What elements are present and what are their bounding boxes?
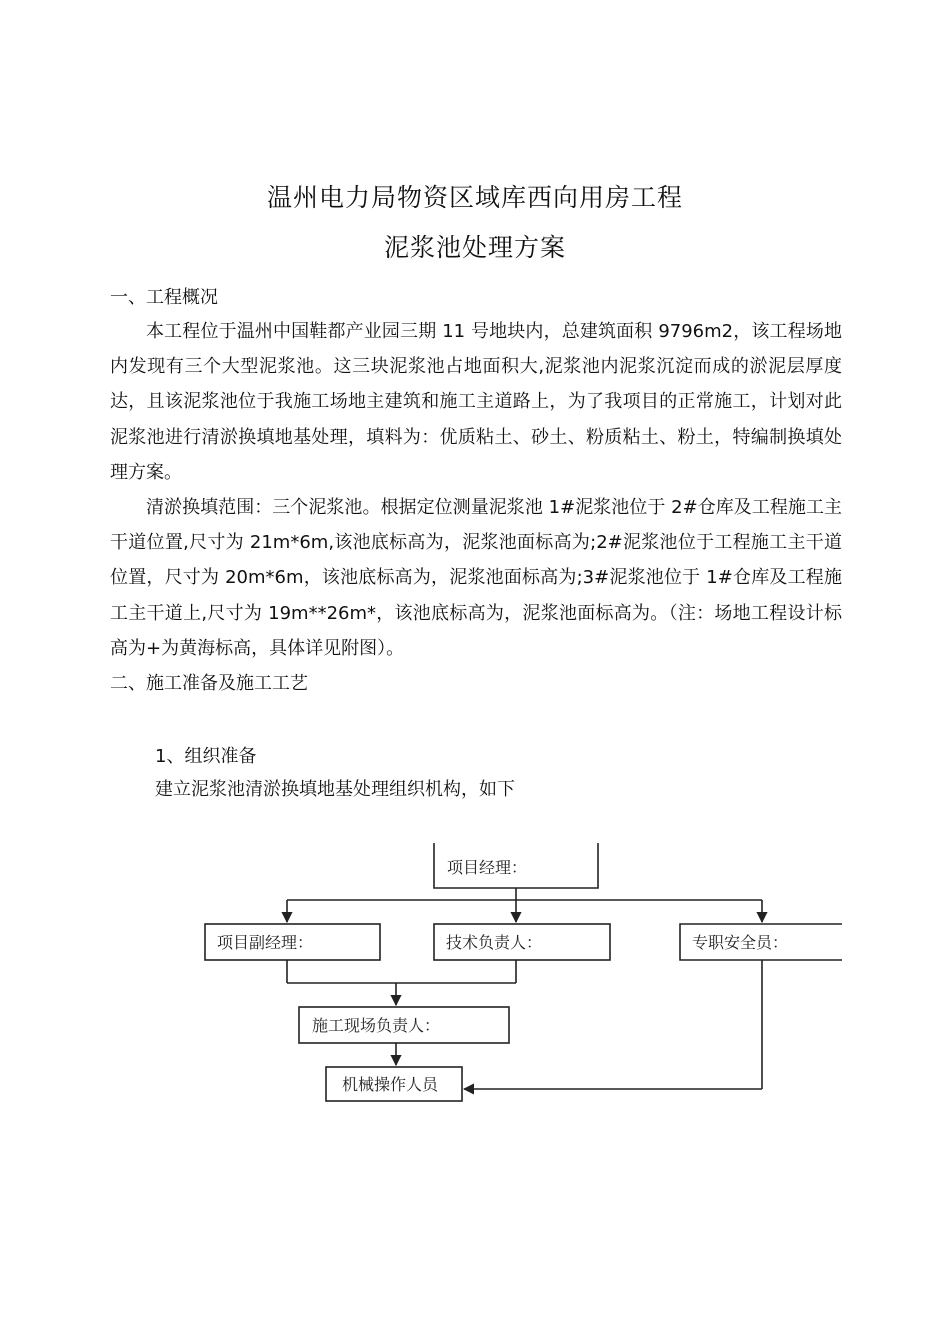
- section-1-paragraph-1: 本工程位于温州中国鞋都产业园三期 11 号地块内，总建筑面积 9796m2，该工程场地内发现有三个大型泥浆池。这三块泥浆池占地面积大,泥浆池内泥浆沉淀而成的淤泥层厚度达，且该泥浆池位于我施工场地主建筑和施工主道路上，为了我项目的正常施工，计划对此泥浆池进行清淤换填地基处理，填料为：优质粘土、砂土、粉质粘土、粉土，特编制换填处理方案。: [110, 321, 842, 483]
- section-1-heading: 一、工程概况: [110, 287, 218, 308]
- technical-lead-label: 技术负责人：: [446, 933, 543, 952]
- site-lead-label: 施工现场负责人：: [312, 1016, 441, 1035]
- subsection-1-heading: 1、组织准备: [155, 746, 257, 767]
- section-2-heading: 二、施工准备及施工工艺: [110, 673, 308, 694]
- section-1-paragraph-2: 清淤换填范围：三个泥浆池。根据定位测量泥浆池 1#泥浆池位于 2#仓库及工程施工主干道位置,尺寸为 21m*6m,该池底标高为，泥浆池面标高为;2#泥浆池位于工程施工主干道位置，尺寸为 20m*6m，该池底标高为，泥浆池面标高为;3#泥浆池位于 1#仓库及工程施工主干道上,尺寸为 19m**26m*，该池底标高为，泥浆池面标高为。（注：场地工程设计标高为+为黄海标高，具体详见附图）。: [110, 497, 842, 659]
- subsection-1-text: 建立泥浆池清淤换填地基处理组织机构，如下: [155, 779, 515, 800]
- deputy-manager-label: 项目副经理：: [217, 933, 314, 952]
- safety-officer-label: 专职安全员：: [692, 933, 789, 952]
- document-subtitle: 泥浆池处理方案: [383, 233, 566, 262]
- operators-label: 机械操作人员: [342, 1075, 439, 1094]
- document-title: 温州电力局物资区域库西向用房工程: [266, 183, 683, 212]
- project-manager-label: 项目经理：: [447, 858, 528, 877]
